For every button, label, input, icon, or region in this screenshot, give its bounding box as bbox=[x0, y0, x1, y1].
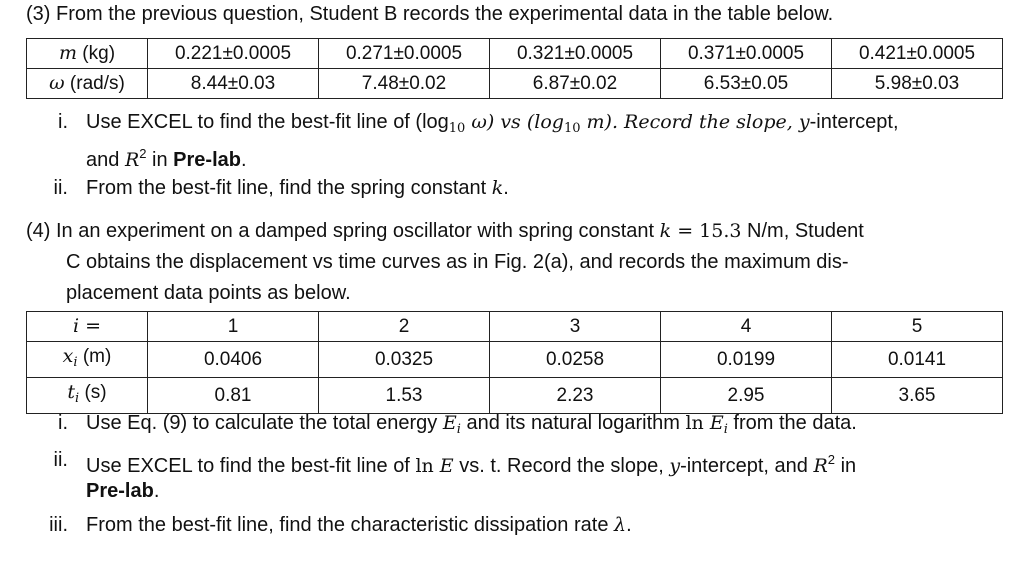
table-cell: 0.371±0.0005 bbox=[661, 39, 832, 69]
q4-item-ii-line2: Pre-lab. bbox=[86, 480, 160, 502]
table-header-cell: $t_i$ (s) bbox=[27, 378, 148, 414]
table-cell: 0.0406 bbox=[148, 342, 319, 378]
table-cell: 6.53±0.05 bbox=[661, 69, 832, 99]
table-cell: 5 bbox=[832, 312, 1003, 342]
table-cell: 0.81 bbox=[148, 378, 319, 414]
q3-item-ii-number: ii. bbox=[53, 177, 68, 199]
table-header-cell: m (kg) bbox=[27, 39, 148, 69]
table-row bbox=[27, 69, 1003, 99]
q3-item-i-number: i. bbox=[58, 111, 68, 133]
q3-intro: (3) From the previous question, Student B records the experimental data in the table below. bbox=[26, 3, 834, 25]
q3-item-ii-text: From the best-fit line, find the spring constant k. bbox=[86, 177, 509, 199]
table-row bbox=[27, 342, 1003, 378]
table-cell: 3 bbox=[490, 312, 661, 342]
prelab-label: Pre-lab bbox=[173, 149, 241, 171]
table-header-cell: i = bbox=[27, 312, 148, 342]
prelab-label: Pre-lab bbox=[86, 480, 154, 502]
table-cell: 0.421±0.0005 bbox=[832, 39, 1003, 69]
q4-item-ii-number: ii. bbox=[53, 449, 68, 471]
table-cell: 0.0258 bbox=[490, 342, 661, 378]
q3-item-i-line1: Use EXCEL to find the best-fit line of ($\log_{10}$ ω) vs ($\log_{10}$ m). Record the slope, y-intercept, bbox=[86, 111, 899, 136]
table-cell: 1 bbox=[148, 312, 319, 342]
q4-intro-line1: (4) In an experiment on a damped spring oscillator with spring constant k = 15.3 N/m, Student bbox=[26, 220, 864, 242]
q4-data-table bbox=[26, 311, 1003, 414]
q3-data-table bbox=[26, 38, 1003, 99]
table-header-cell: $x_i$ (m) bbox=[27, 342, 148, 378]
q4-item-ii-line1: Use EXCEL to find the best-fit line of ln E vs. t. Record the slope, y-intercept, and $R^2$ in bbox=[86, 452, 857, 477]
q4-item-iii-number: iii. bbox=[49, 514, 68, 536]
table-cell: 4 bbox=[661, 312, 832, 342]
table-cell: 0.0141 bbox=[832, 342, 1003, 378]
table-cell: 0.0199 bbox=[661, 342, 832, 378]
q4-item-i-text: Use Eq. (9) to calculate the total energy $E_i$ and its natural logarithm $\ln E_i$ from the data. bbox=[86, 412, 857, 437]
table-row bbox=[27, 39, 1003, 69]
table-cell: 7.48±0.02 bbox=[319, 69, 490, 99]
table-row bbox=[27, 312, 1003, 342]
q4-item-i-number: i. bbox=[58, 412, 68, 434]
table-cell: 8.44±0.03 bbox=[148, 69, 319, 99]
table-cell: 1.53 bbox=[319, 378, 490, 414]
table-cell: 6.87±0.02 bbox=[490, 69, 661, 99]
table-cell: 3.65 bbox=[832, 378, 1003, 414]
table-cell: 2.95 bbox=[661, 378, 832, 414]
table-cell: 2.23 bbox=[490, 378, 661, 414]
table-cell: 2 bbox=[319, 312, 490, 342]
table-header-cell: ω (rad/s) bbox=[27, 69, 148, 99]
table-cell: 0.271±0.0005 bbox=[319, 39, 490, 69]
q3-item-i-line2: and $R^2$ in Pre-lab. bbox=[86, 146, 247, 171]
table-cell: 5.98±0.03 bbox=[832, 69, 1003, 99]
table-row bbox=[27, 378, 1003, 414]
q4-intro-line2: C obtains the displacement vs time curves as in Fig. 2(a), and records the maximum dis- bbox=[66, 251, 849, 273]
table-cell: 0.321±0.0005 bbox=[490, 39, 661, 69]
table-cell: 0.221±0.0005 bbox=[148, 39, 319, 69]
table-cell: 0.0325 bbox=[319, 342, 490, 378]
q4-item-iii-text: From the best-fit line, find the characteristic dissipation rate λ. bbox=[86, 514, 632, 536]
q4-intro-line3: placement data points as below. bbox=[66, 282, 351, 304]
